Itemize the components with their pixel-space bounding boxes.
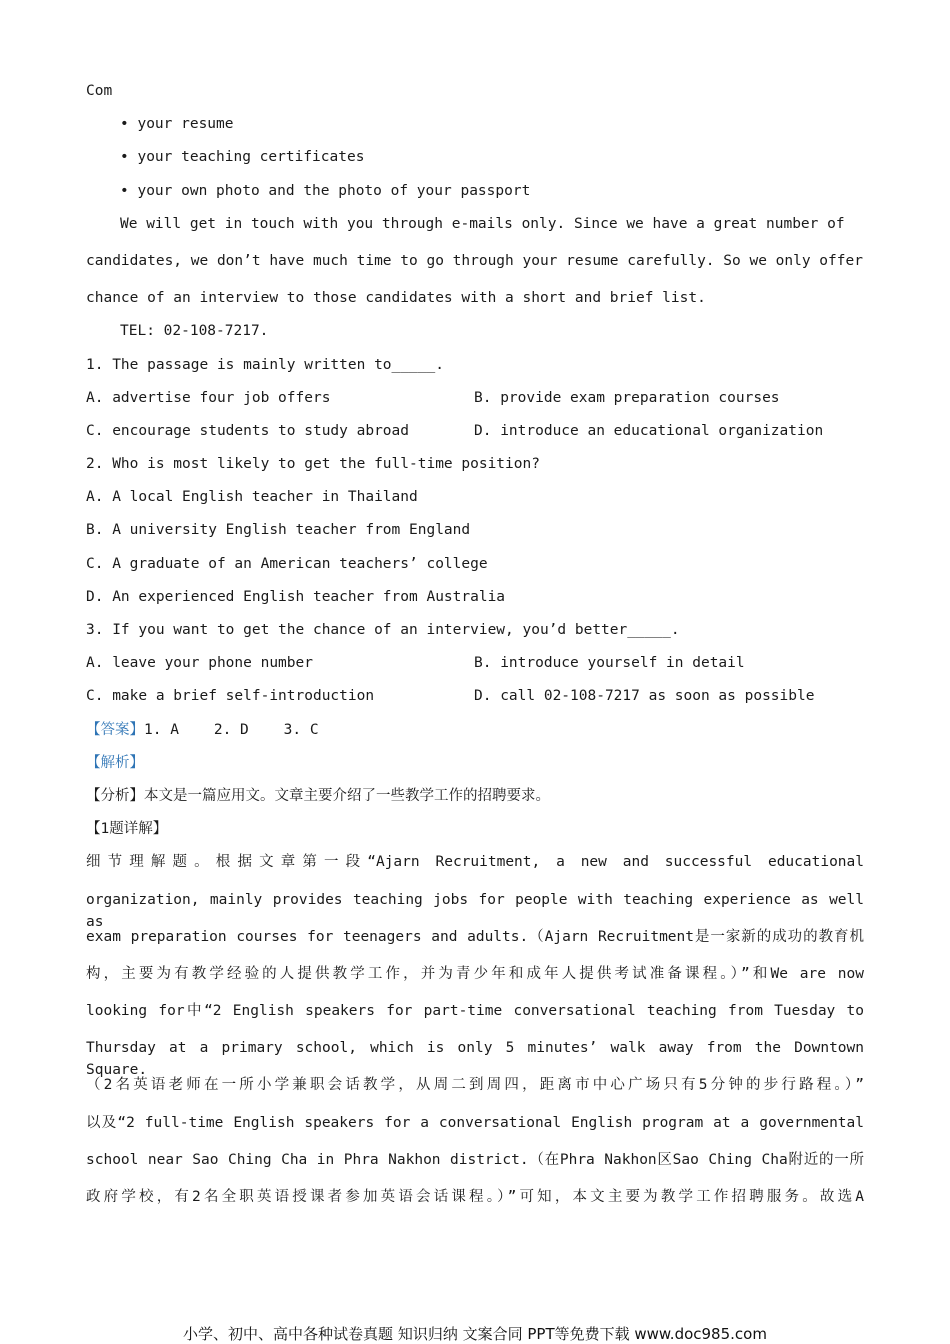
detail-line: looking for中“2 English speakers for part-time conversational teaching from Tuesday to [86,1003,864,1020]
option: A. advertise four job offers [86,389,331,406]
detail-line: school near Sao Ching Cha in Phra Nakhon district.（在Phra Nakhon区Sao Ching Cha附近的一所 [86,1151,864,1168]
option-row [86,420,864,453]
question-stem: 1. The passage is mainly written to_____. [86,356,444,373]
option: C. A graduate of an American teachers’ college [86,555,488,572]
top-fragment: Com [86,83,113,99]
question-stem: 3. If you want to get the chance of an interview, you’d better_____. [86,622,680,638]
detail-line: Thursday at a primary school, which is only 5 minutes’ walk away from the Downtown Square. [86,1040,864,1079]
option: B. provide exam preparation courses [474,389,780,406]
detail-line: exam preparation courses for teenagers and adults.（Ajarn Recruitment是一家新的成功的教育机 [86,928,864,945]
page-footer: 小学、初中、高中各种试卷真题 知识归纳 文案合同 PPT等免费下载 www.doc985.com [183,1325,767,1343]
list-item: • your own photo and the photo of your passport [120,182,531,199]
option: D. An experienced English teacher from Australia [86,588,506,605]
tel-line: TEL: 02-108-7217. [120,323,269,340]
document-body [86,80,864,1223]
detail-line: 细节理解题。根据文章第一段“Ajarn Recruitment, a new and successful educational [86,854,864,871]
list-item: • your resume [120,116,234,133]
option-row [86,685,864,718]
analysis-intro: 【分析】本文是一篇应用文。文章主要介绍了一些教学工作的招聘要求。 [86,787,550,804]
option: B. introduce yourself in detail [474,655,745,672]
detail-line: 构，主要为有教学经验的人提供教学工作，并为青少年和成年人提供考试准备课程。）”和We are now [86,965,864,982]
option: D. call 02-108-7217 as soon as possible [474,688,815,705]
detail-line: 政府学校，有2名全职英语授课者参加英语会话课程。）”可知，本文主要为教学工作招聘服务。故选A [86,1189,864,1205]
list-item: • your teaching certificates [120,149,365,166]
option: C. encourage students to study abroad [86,422,410,439]
contact-para-line: chance of an interview to those candidates with a short and brief list. [86,290,706,307]
option: A. A local English teacher in Thailand [86,489,418,506]
question-stem: 2. Who is most likely to get the full-time position? [86,456,540,473]
detail-line: organization, mainly provides teaching jobs for people with teaching experience as well as [86,891,864,930]
option: C. make a brief self-introduction [86,688,375,705]
option-row [86,387,864,420]
contact-para-line: candidates, we don’t have much time to go through your resume carefully. So we only offer [86,252,863,269]
option: B. A university English teacher from England [86,522,471,539]
analysis-label: 【解析】 [86,754,144,771]
option: A. leave your phone number [86,655,313,672]
answer-text: 1. A 2. D 3. C [144,721,319,738]
contact-para-line: We will get in touch with you through e-mails only. Since we have a great number of [120,215,845,232]
option-row [86,652,864,685]
detail-line: （2名英语老师在一所小学兼职会话教学，从周二到周四，距离市中心广场只有5分钟的步行路程。）” [86,1077,864,1094]
option: D. introduce an educational organization [474,422,824,439]
detail-line: 以及“2 full-time English speakers for a conversational English program at a governmental [86,1114,864,1131]
answer-label: 【答案】 [86,721,144,738]
detail-heading: 【1题详解】 [86,821,168,838]
answer-line [86,719,864,752]
